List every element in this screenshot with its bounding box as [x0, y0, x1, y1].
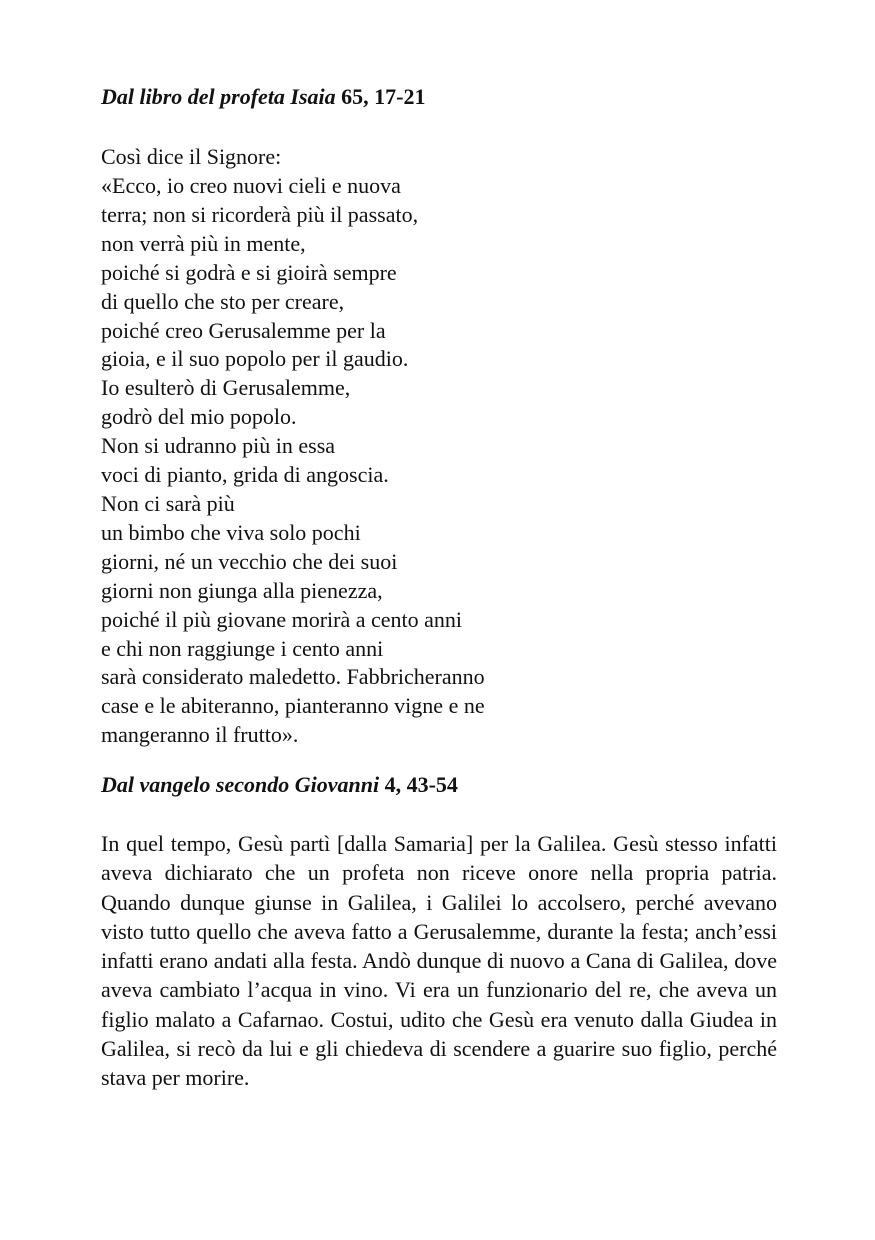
reading-1-line: terra; non si ricorderà più il passato, [101, 201, 419, 227]
reading-1-line: gioia, e il suo popolo per il gaudio. [101, 346, 409, 372]
reading-1-line: Io esulterò di Gerusalemme, [101, 375, 351, 401]
reading-1-line: non verrà più in mente, [101, 230, 306, 256]
reading-1-line: Non ci sarà più [101, 490, 235, 516]
reading-1-line: sarà considerato maledetto. Fabbricheranno [101, 664, 485, 690]
reading-1-book: Dal libro del profeta Isaia [101, 84, 336, 109]
reading-1-line: un bimbo che viva solo pochi [101, 519, 361, 545]
reading-1-line: poiché creo Gerusalemme per la [101, 317, 386, 343]
reading-2-heading [101, 771, 458, 799]
reading-1-reference: 65, 17-21 [341, 84, 426, 109]
reading-1-line: godrò del mio popolo. [101, 404, 297, 430]
reading-2-reference: 4, 43-54 [384, 772, 458, 797]
reading-1-line: «Ecco, io creo nuovi cieli e nuova [101, 173, 401, 198]
reading-1-line: voci di pianto, grida di angoscia. [101, 462, 389, 488]
reading-1-line: giorni non giunga alla pienezza, [101, 577, 383, 603]
reading-1-line: poiché il più giovane morirà a cento anni [101, 606, 463, 632]
reading-1-line: case e le abiteranno, pianteranno vigne e ne [101, 693, 485, 719]
reading-1-line: di quello che sto per creare, [101, 288, 345, 314]
reading-1-line: e chi non raggiunge i cento anni [101, 635, 384, 661]
reading-1-line: Non si udranno più in essa [101, 433, 336, 459]
reading-1-heading [101, 83, 426, 111]
reading-1-line: mangeranno il frutto». [101, 722, 299, 748]
reading-2-book: Dal vangelo secondo Giovanni [101, 772, 380, 797]
reading-2-text: In quel tempo, Gesù partì [dalla Samaria] per la Galilea. Gesù stesso infatti aveva dichiarato che un profeta non riceve onore nella propria patria. Quando dunque giunse in Galilea, i Galilei lo accolsero, perché avevano visto tutto quello che aveva fatto a Gerusalemme, durante la festa; anch’essi infatti erano andati alla festa. Andò dunque di nuovo a Cana di Galilea, dove aveva cambiato l’acqua in vino. Vi era un funzionario del re, che aveva un figlio malato a Cafarnao. Costui, udito che Gesù era venuto dalla Giudea in Galilea, si recò da lui e gli chiedeva di scendere a guarire suo figlio, perché stava per morire. [101, 831, 777, 1091]
reading-1-line: giorni, né un vecchio che dei suoi [101, 548, 398, 574]
reading-1-intro: Così dice il Signore: [101, 144, 282, 169]
reading-1-text [101, 172, 485, 750]
reading-1-line: poiché si godrà e si gioirà sempre [101, 259, 397, 285]
